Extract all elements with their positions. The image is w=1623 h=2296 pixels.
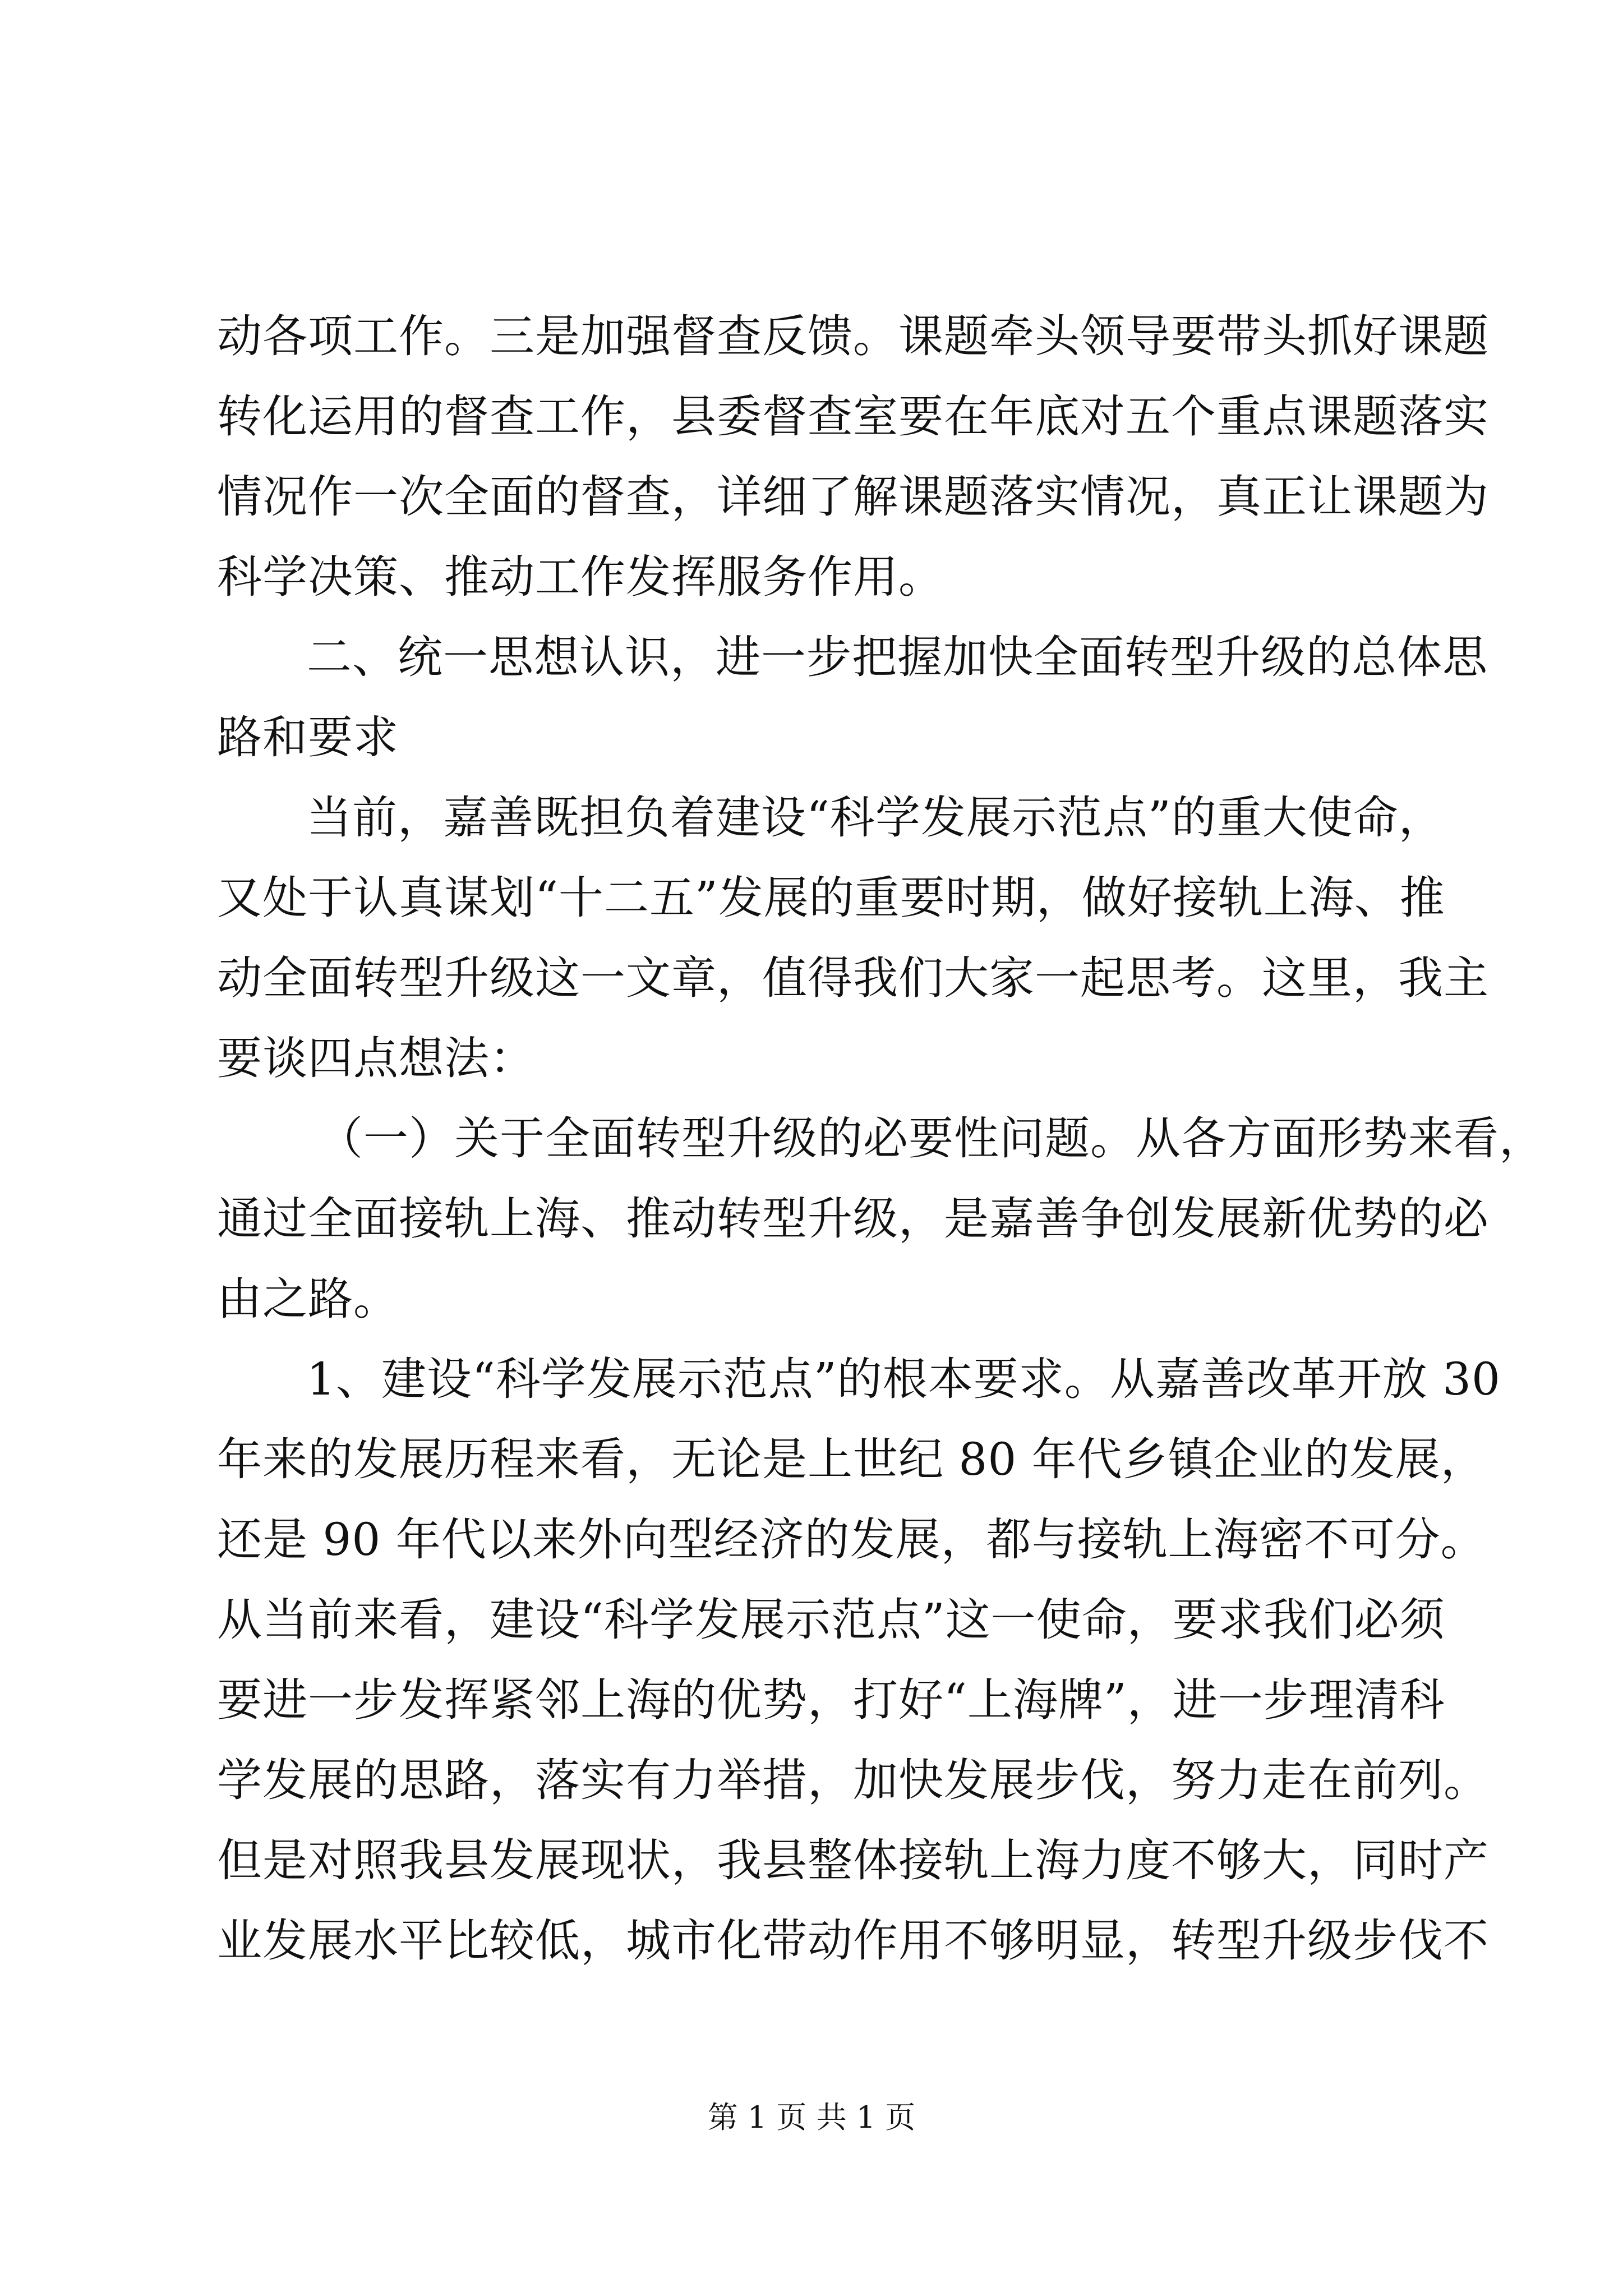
- text-line: 从当前来看，建设“科学发展示范点”这一使命，要求我们必须: [217, 1594, 1445, 1646]
- section-heading-line: 路和要求: [217, 711, 399, 763]
- text-line: 要进一步发挥紧邻上海的优势，打好“上海牌”，进一步理清科: [217, 1674, 1445, 1726]
- text-line: 科学决策、推动工作发挥服务作用。: [217, 551, 944, 603]
- section-heading-line: 二、统一思想认识，进一步把握加快全面转型升级的总体思: [307, 631, 1488, 683]
- subsection-heading-line: （一）关于全面转型升级的必要性问题。从各方面形势来看，: [318, 1112, 1544, 1165]
- text-line: 通过全面接轨上海、推动转型升级，是嘉善争创发展新优势的必: [217, 1193, 1489, 1245]
- text-line: 情况作一次全面的督查，详细了解课题落实情况，真正让课题为: [217, 471, 1489, 523]
- text-line: 动各项工作。三是加强督查反馈。课题牵头领导要带头抓好课题: [217, 310, 1489, 362]
- text-line: 又处于认真谋划“十二五”发展的重要时期，做好接轨上海、推: [217, 872, 1445, 924]
- text-line: 由之路。: [217, 1273, 399, 1325]
- text-line: 学发展的思路，落实有力举措，加快发展步伐，努力走在前列。: [217, 1754, 1489, 1806]
- document-body: [217, 296, 1544, 1981]
- text-line: 当前，嘉善既担负着建设“科学发展示范点”的重大使命，: [307, 792, 1444, 844]
- page-footer: 第 1 页 共 1 页: [707, 2100, 916, 2135]
- text-line: 动全面转型升级这一文章，值得我们大家一起思考。这里，我主: [217, 952, 1489, 1004]
- text-line: 1、建设“科学发展示范点”的根本要求。从嘉善改革开放 30: [307, 1353, 1501, 1405]
- text-line: 但是对照我县发展现状，我县整体接轨上海力度不够大，同时产: [217, 1834, 1489, 1887]
- text-line: 年来的发展历程来看，无论是上世纪 80 年代乡镇企业的发展，: [217, 1433, 1486, 1485]
- text-line: 要谈四点想法：: [217, 1032, 535, 1084]
- text-line: 业发展水平比较低，城市化带动作用不够明显，转型升级步伐不: [217, 1915, 1489, 1967]
- text-line: 还是 90 年代以来外向型经济的发展，都与接轨上海密不可分。: [217, 1513, 1486, 1566]
- text-line: 转化运用的督查工作，县委督查室要在年底对五个重点课题落实: [217, 390, 1489, 443]
